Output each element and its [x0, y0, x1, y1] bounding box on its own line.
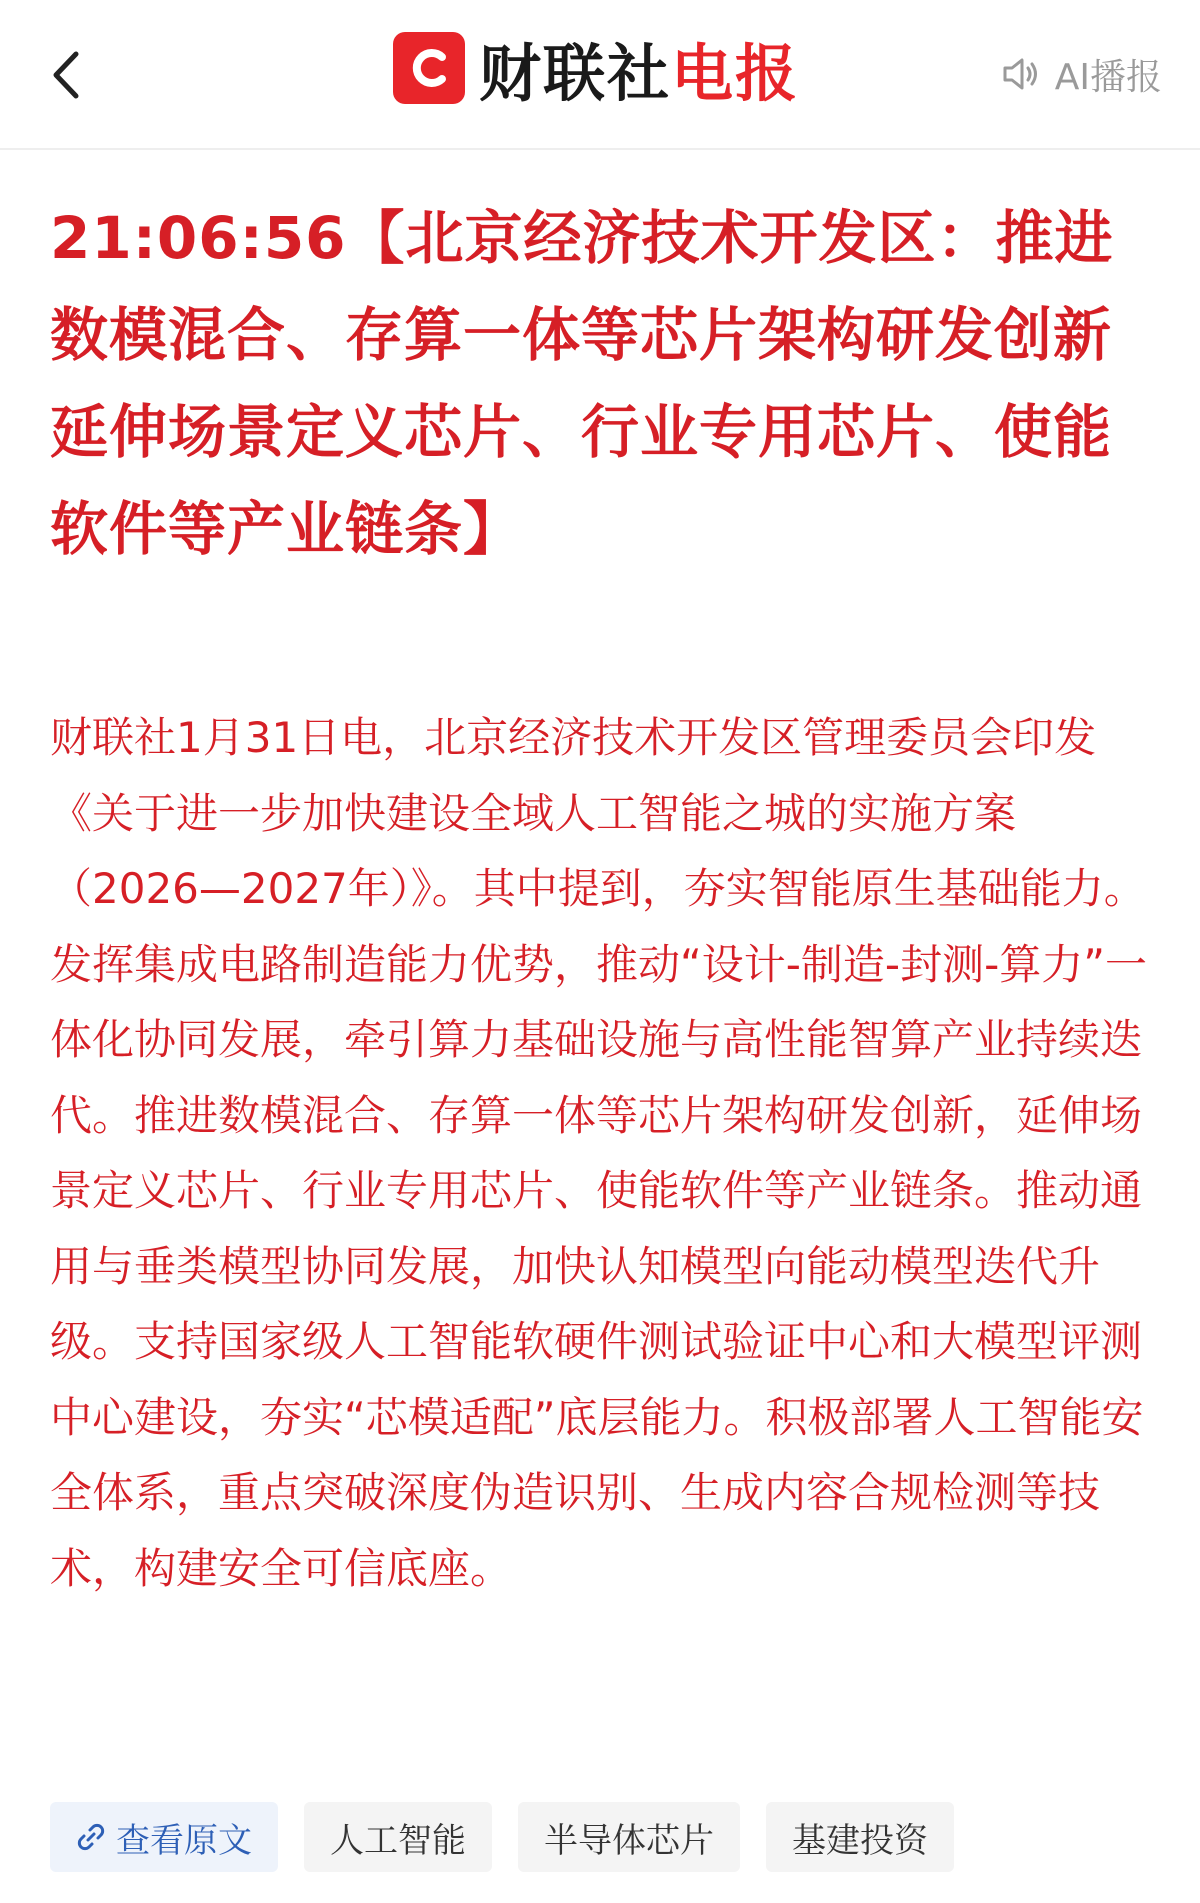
article-body: 财联社1月31日电，北京经济技术开发区管理委员会印发《关于进一步加快建设全域人工智能之城的实施方案（2026—2027年）》。其中提到，夯实智能原生基础能力。发挥集成电路制造能力优势，推动“设计-制造-封测-算力”一体化协同发展，牵引算力基础设施与高性能智算产业持续迭代。推进数模混合、存算一体等芯片架构研发创新，延伸场景定义芯片、行业专用芯片、使能软件等产业链条。推动通用与垂类模型协同发展，加快认知模型向能动模型迭代升级。支持国家级人工智能软硬件测试验证中心和大模型评测中心建设，夯实“芯模适配”底层能力。积极部署人工智能安全体系，重点突破深度伪造识别、生成内容合规检测等技术，构建安全可信底座。 [50, 713, 1147, 1593]
tag-row [50, 1802, 954, 1872]
back-button[interactable] [40, 40, 96, 110]
tag-semiconductor-chips[interactable]: 半导体芯片 [518, 1802, 740, 1872]
chevron-left-icon [40, 40, 96, 110]
logo-suffix: 电报 [671, 36, 800, 110]
logo-brand: 财联社 [479, 36, 672, 110]
tag-infrastructure-investment[interactable]: 基建投资 [766, 1802, 954, 1872]
view-original-label: 查看原文 [116, 1820, 252, 1861]
tag-ai[interactable]: 人工智能 [304, 1802, 492, 1872]
link-icon [76, 1822, 106, 1852]
top-navigation-bar [0, 0, 1200, 150]
app-logo [393, 28, 799, 108]
logo-text [479, 24, 799, 113]
logo-c-icon [406, 45, 452, 91]
article-headline: 21:06:56【北京经济技术开发区：推进数模混合、存算一体等芯片架构研发创新 延伸场景定义芯片、行业专用芯片、使能软件等产业链条】 [50, 204, 1114, 563]
speaker-icon [999, 53, 1041, 95]
ai-broadcast-button[interactable] [999, 46, 1162, 102]
logo-mark [393, 32, 465, 104]
ai-broadcast-label: AI播报 [1054, 56, 1162, 98]
view-original-link[interactable] [50, 1802, 278, 1872]
